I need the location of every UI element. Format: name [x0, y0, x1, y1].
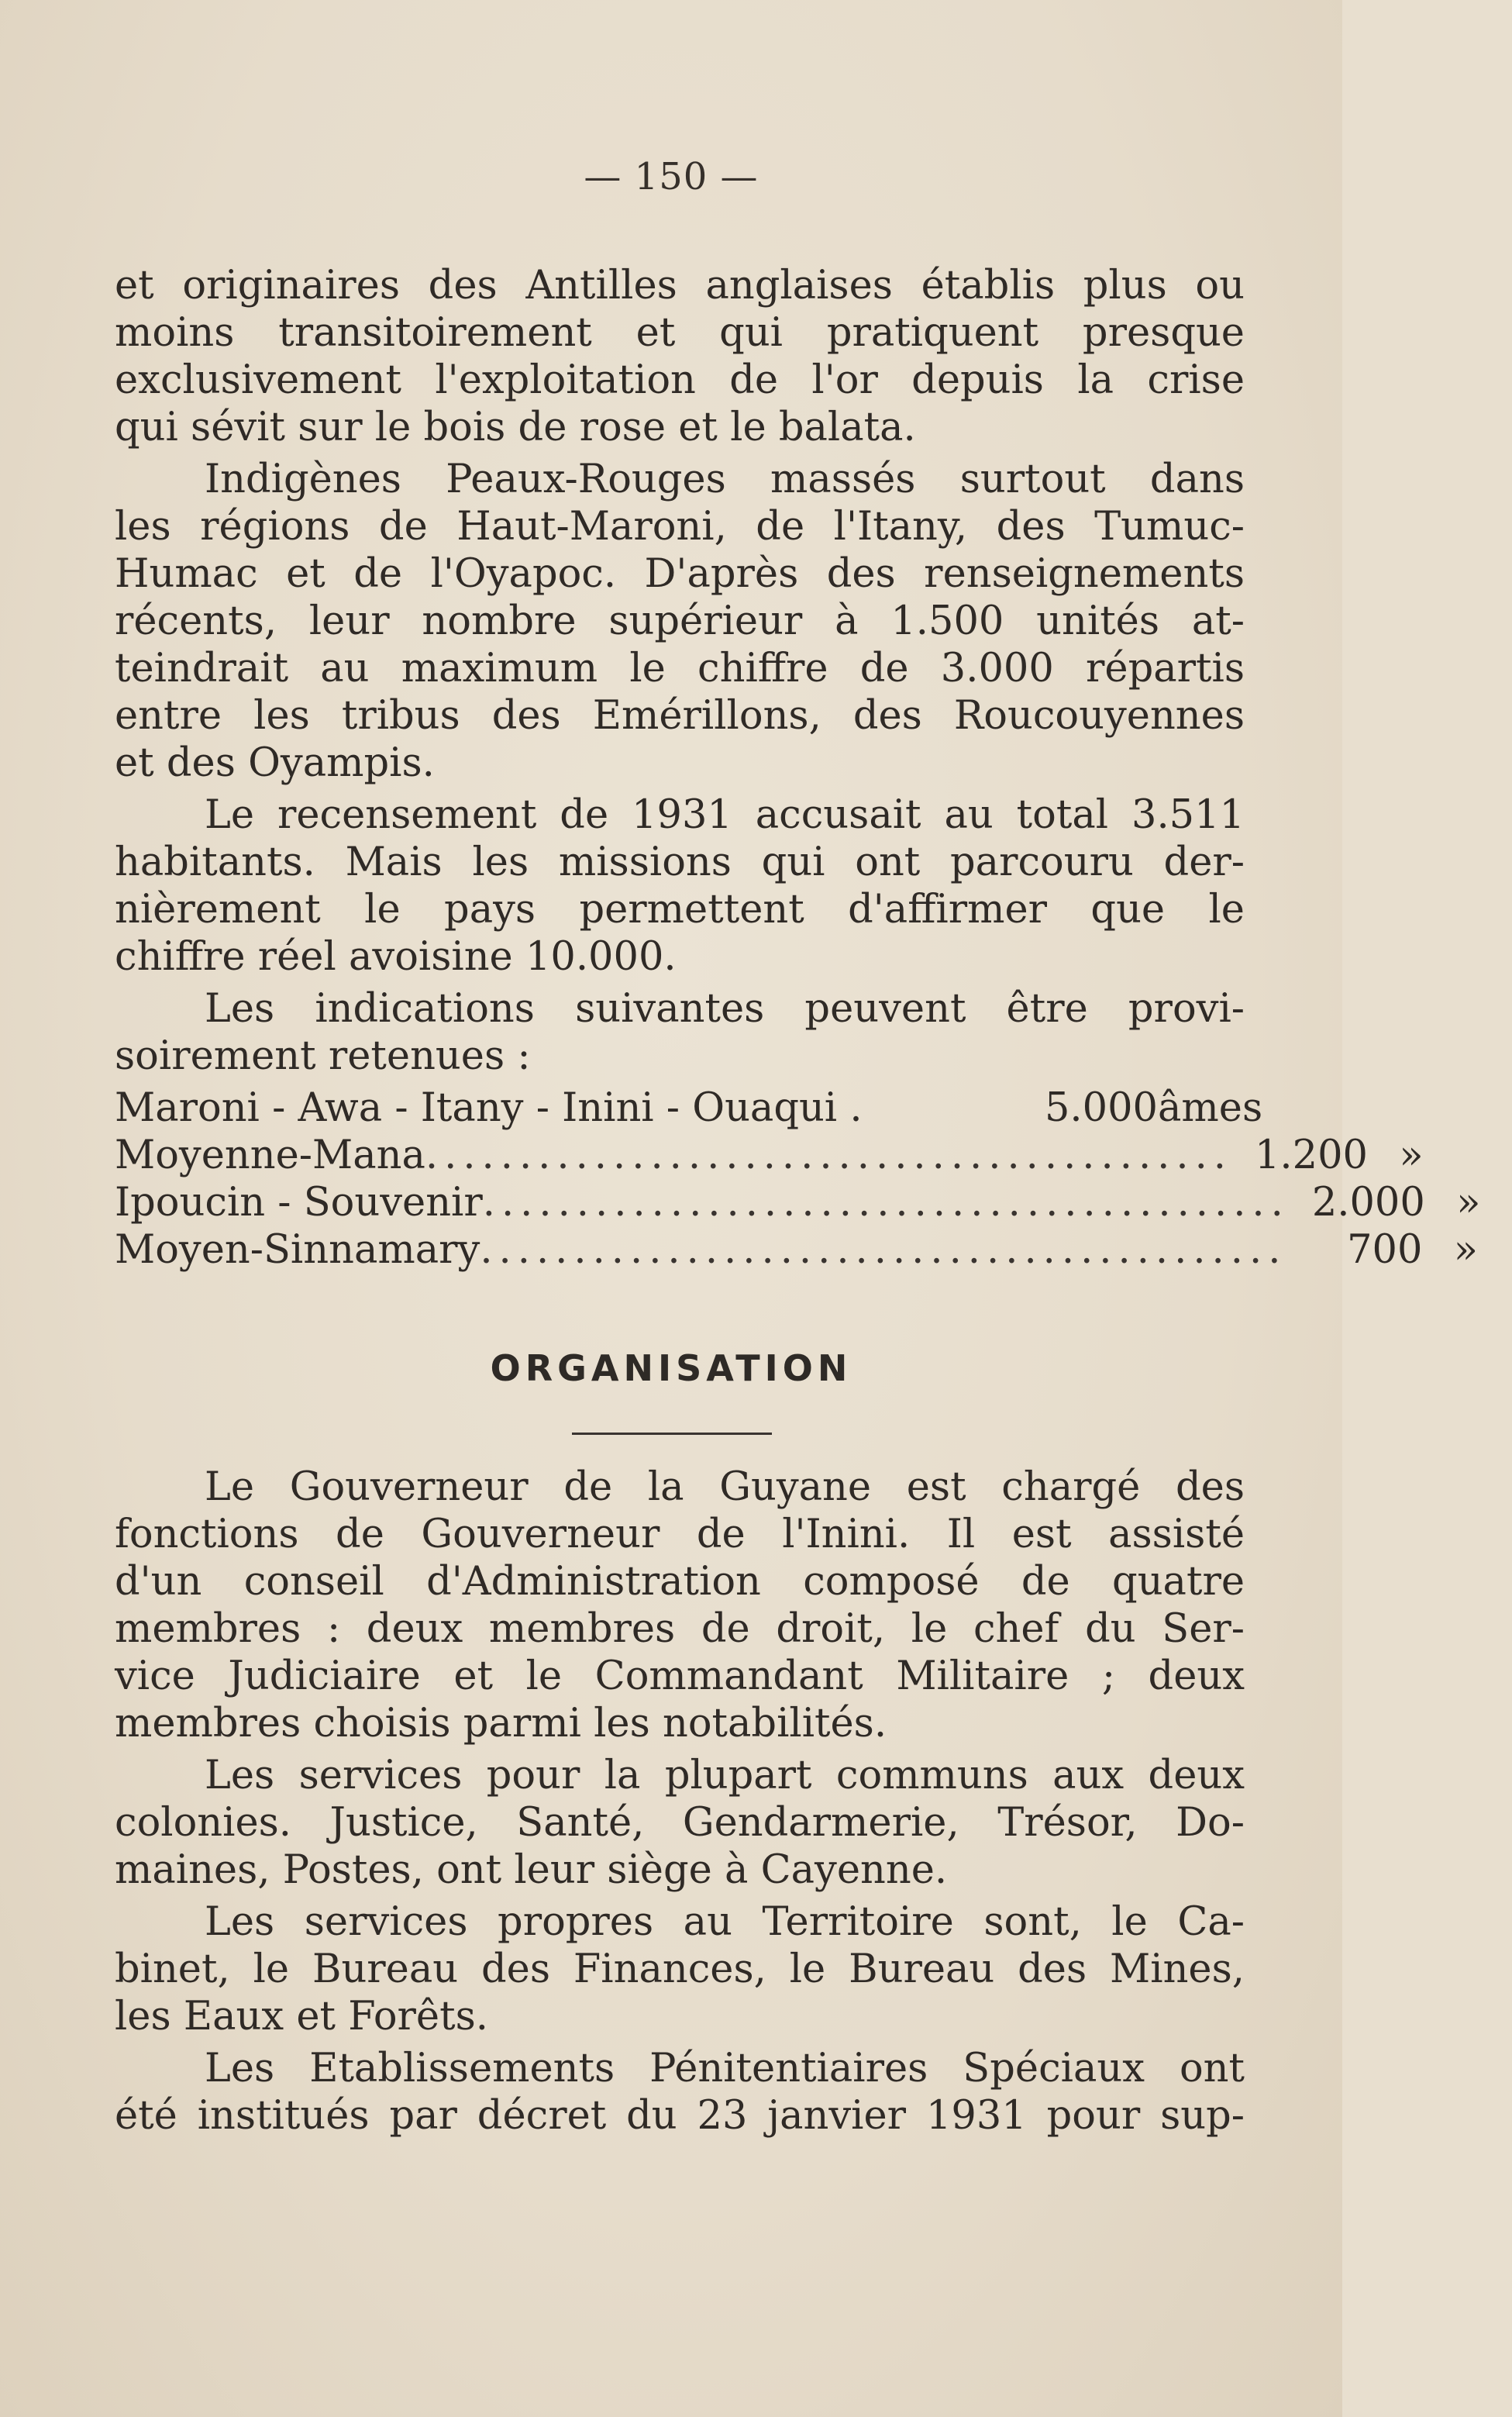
paragraph-indications	[115, 985, 1245, 1080]
text-line: exclusivement l'exploitation de l'or depuis la crise	[115, 357, 1245, 403]
section-heading: ORGANISATION	[490, 1347, 852, 1389]
text-line: Les services propres au Territoire sont, le Ca-	[205, 1899, 1245, 1945]
text-line: et des Oyampis.	[115, 740, 435, 786]
paragraph-gouverneur	[115, 1464, 1245, 1747]
region-name: Maroni - Awa - Itany - Inini - Ouaqui .	[115, 1085, 863, 1131]
text-line: colonies. Justice, Santé, Gendarmerie, Trésor, Do-	[115, 1800, 1245, 1846]
paragraph-indigenes	[115, 456, 1245, 787]
text-line: entre les tribus des Emérillons, des Roucouyennes	[115, 693, 1245, 739]
population-value: 1.200	[1254, 1133, 1368, 1178]
dot-leader: ...........................................	[482, 1180, 1290, 1226]
text-line: vice Judiciaire et le Commandant Militaire ; deux	[115, 1653, 1245, 1699]
text-column-top	[115, 262, 1481, 1274]
text-line: Les services pour la plupart communs aux deux	[205, 1753, 1245, 1798]
text-line: et originaires des Antilles anglaises établis plus ou	[115, 263, 1245, 309]
text-column-bottom	[115, 1464, 1245, 2144]
population-value: 5.000	[1044, 1085, 1158, 1131]
population-value: 2.000	[1311, 1180, 1425, 1226]
text-line: d'un conseil d'Administration composé de quatre	[115, 1559, 1245, 1605]
text-line: teindrait au maximum le chiffre de 3.000 répartis	[115, 646, 1245, 691]
paragraph-services-communs	[115, 1752, 1245, 1894]
paragraph-etablissements	[115, 2045, 1245, 2139]
text-line: qui sévit sur le bois de rose et le balata.	[115, 405, 916, 450]
dot-leader: ...........................................	[425, 1133, 1232, 1178]
text-line: Les indications suivantes peuvent être provi-	[205, 986, 1245, 1032]
table-row	[115, 1132, 1424, 1179]
text-line: Les Etablissements Pénitentiaires Spéciaux ont	[205, 2046, 1245, 2091]
text-line: habitants. Mais les missions qui ont parcouru der-	[115, 840, 1245, 885]
text-line: été institués par décret du 23 janvier 1931 pour sup-	[115, 2093, 1245, 2139]
text-line: Le Gouverneur de la Guyane est chargé des	[205, 1464, 1245, 1510]
text-line: moins transitoirement et qui pratiquent presque	[115, 310, 1245, 356]
dot-leader: ...........................................	[480, 1227, 1287, 1273]
text-line: les régions de Haut-Maroni, de l'Itany, des Tumuc-	[115, 504, 1245, 550]
population-unit: »	[1399, 1133, 1424, 1178]
text-line: Humac et de l'Oyapoc. D'après des renseignements	[115, 551, 1245, 597]
text-line: récents, leur nombre supérieur à 1.500 unités at-	[115, 598, 1245, 644]
region-name: Moyen-Sinnamary	[115, 1227, 480, 1273]
text-line: Le recensement de 1931 accusait au total 3.511	[205, 792, 1245, 838]
text-line: maines, Postes, ont leur siège à Cayenne.	[115, 1847, 948, 1893]
text-line: les Eaux et Forêts.	[115, 1994, 488, 2039]
paragraph-continuation	[115, 262, 1245, 451]
page-number: — 150 —	[584, 155, 759, 198]
text-line: membres choisis parmi les notabilités.	[115, 1701, 887, 1746]
population-unit: »	[1453, 1227, 1478, 1273]
heading-rule	[572, 1433, 772, 1435]
text-line: fonctions de Gouverneur de l'Inini. Il est assisté	[115, 1512, 1245, 1557]
text-line: binet, le Bureau des Finances, le Bureau des Mines,	[115, 1946, 1245, 1992]
paragraph-services-propres	[115, 1898, 1245, 2040]
population-unit: »	[1456, 1180, 1481, 1226]
table-row	[115, 1179, 1481, 1226]
text-line: Indigènes Peaux-Rouges massés surtout dans	[205, 457, 1245, 502]
text-line: chiffre réel avoisine 10.000.	[115, 934, 677, 980]
text-line: nièrement le pays permettent d'affirmer que le	[115, 887, 1245, 933]
population-value: 700	[1347, 1227, 1423, 1273]
table-row	[115, 1084, 1263, 1132]
region-name: Ipoucin - Souvenir	[115, 1180, 483, 1226]
paragraph-recensement	[115, 791, 1245, 981]
text-line: membres : deux membres de droit, le chef du Ser-	[115, 1606, 1245, 1652]
region-name: Moyenne-Mana	[115, 1133, 425, 1178]
population-unit: âmes	[1158, 1085, 1263, 1131]
table-row	[115, 1226, 1478, 1274]
population-table	[115, 1084, 1481, 1274]
text-line: soirement retenues :	[115, 1033, 531, 1079]
